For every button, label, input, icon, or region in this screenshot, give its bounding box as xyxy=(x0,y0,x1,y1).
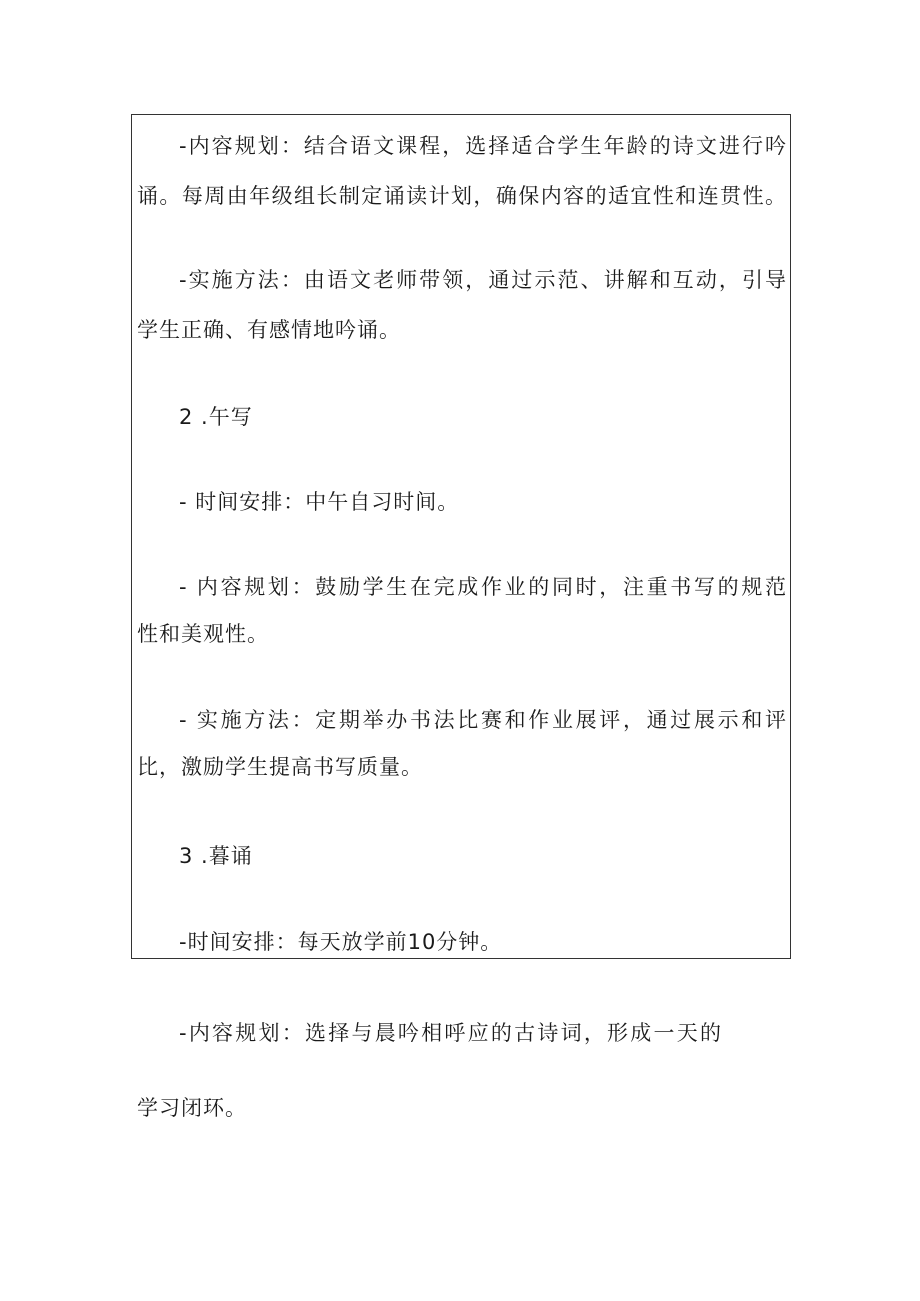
plan-content-line-2: 诵。每周由年级组长制定诵读计划，确保内容的适宜性和连贯性。 xyxy=(137,184,787,208)
noon-content-line-2: 性和美观性。 xyxy=(137,622,269,646)
evening-content-line-1: -内容规划：选择与晨吟相呼应的古诗词，形成一天的 xyxy=(179,1021,722,1045)
noon-method-line-2: 比，激励学生提高书写质量。 xyxy=(137,755,423,779)
evening-time-line: -时间安排：每天放学前10分钟。 xyxy=(179,930,503,954)
bordered-text-box xyxy=(131,114,791,959)
method-line-2: 学生正确、有感情地吟诵。 xyxy=(137,318,401,342)
plan-content-line-1: -内容规划：结合语文课程，选择适合学生年龄的诗文进行吟 xyxy=(179,134,787,158)
evening-content-line-2: 学习闭环。 xyxy=(137,1096,247,1120)
section-heading-evening-recital: 3 .暮诵 xyxy=(179,844,253,868)
noon-time-line: - 时间安排：中午自习时间。 xyxy=(179,490,460,514)
method-line-1: -实施方法：由语文老师带领，通过示范、讲解和互动，引导 xyxy=(179,268,787,292)
noon-method-line-1: - 实施方法：定期举办书法比赛和作业展评，通过展示和评 xyxy=(179,708,787,732)
noon-content-line-1: - 内容规划：鼓励学生在完成作业的同时，注重书写的规范 xyxy=(179,575,787,599)
section-heading-noon-writing: 2 .午写 xyxy=(179,405,253,429)
